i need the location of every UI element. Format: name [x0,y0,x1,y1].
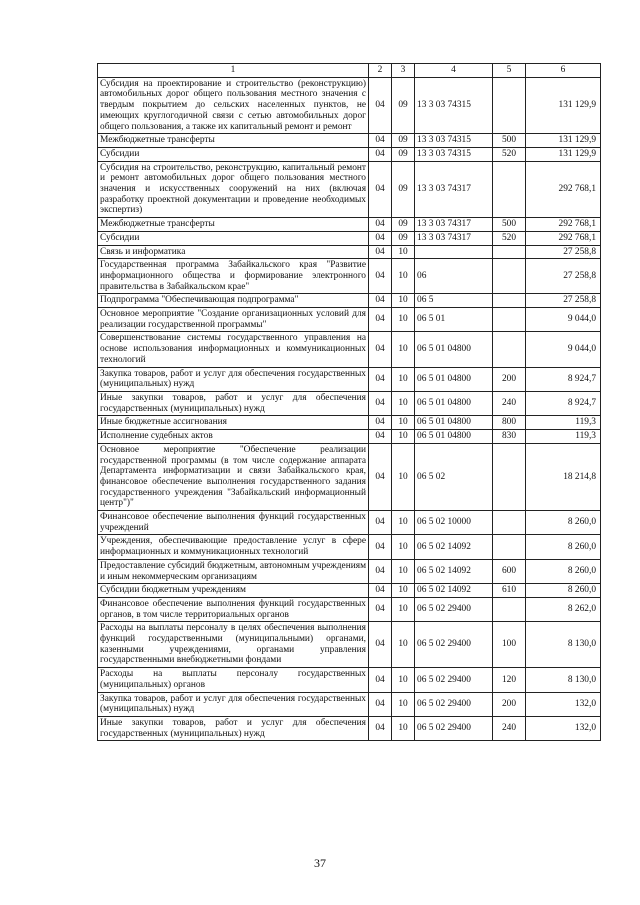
row-section-cell: 04 [369,308,392,332]
table-row [98,559,601,583]
row-expense-type-cell [493,259,526,294]
row-target-article-cell: 06 5 02 29400 [415,668,493,692]
row-amount-cell: 8 260,0 [526,584,601,598]
row-expense-type-cell: 240 [493,716,526,740]
column-number-4: 4 [415,64,493,78]
row-amount-cell: 27 258,8 [526,294,601,308]
row-target-article-cell: 13 3 03 74315 [415,77,493,134]
row-subsection-cell: 09 [392,77,415,134]
table-row [98,430,601,444]
row-amount-cell: 292 768,1 [526,161,601,218]
row-target-article-cell: 13 3 03 74317 [415,218,493,232]
row-amount-cell: 8 262,0 [526,597,601,621]
row-subsection-cell: 10 [392,367,415,391]
row-name-cell: Подпрограмма "Обеспечивающая подпрограмма" [98,294,369,308]
row-subsection-cell: 10 [392,511,415,535]
row-subsection-cell: 09 [392,231,415,245]
row-subsection-cell: 10 [392,597,415,621]
row-name-cell: Основное мероприятие "Создание организационных условий для реализации государственной программы" [98,308,369,332]
row-section-cell: 04 [369,218,392,232]
row-amount-cell: 8 130,0 [526,622,601,668]
row-name-cell: Расходы на выплаты персоналу государственных (муниципальных) органов [98,668,369,692]
column-number-header-row [98,64,601,78]
row-section-cell: 04 [369,668,392,692]
row-subsection-cell: 10 [392,416,415,430]
row-subsection-cell: 10 [392,391,415,415]
table-row [98,147,601,161]
row-target-article-cell: 06 5 01 04800 [415,430,493,444]
table-row [98,535,601,559]
column-number-6: 6 [526,64,601,78]
row-name-cell: Субсидия на проектирование и строительство (реконструкцию) автомобильных дорог общего пользования местного значения с твердым покрытием до сельских населенных пунктов, не имеющих круглогодичной связи с сетью автомобильных дорог общего пользования, а также их капитальный ремонт и ремонт [98,77,369,134]
row-expense-type-cell: 200 [493,367,526,391]
row-name-cell: Государственная программа Забайкальского края "Развитие информационного общества и формирование электронного правительства в Забайкальском крае" [98,259,369,294]
table-row [98,259,601,294]
row-target-article-cell: 06 5 01 04800 [415,416,493,430]
row-expense-type-cell: 830 [493,430,526,444]
row-expense-type-cell [493,597,526,621]
row-expense-type-cell [493,308,526,332]
row-expense-type-cell: 520 [493,231,526,245]
row-subsection-cell: 09 [392,134,415,148]
row-target-article-cell: 06 5 02 29400 [415,622,493,668]
page-number: 37 [314,856,326,870]
row-expense-type-cell [493,294,526,308]
row-name-cell: Иные закупки товаров, работ и услуг для обеспечения государственных (муниципальных) нужд [98,391,369,415]
row-section-cell: 04 [369,511,392,535]
row-target-article-cell: 13 3 03 74317 [415,231,493,245]
row-expense-type-cell: 240 [493,391,526,415]
table-row [98,391,601,415]
row-name-cell: Расходы на выплаты персоналу в целях обеспечения выполнения функций государственными (муниципальными) органами, казенными учреждениями, органами управления государственными внебюджетными фондами [98,622,369,668]
table-row [98,294,601,308]
row-section-cell: 04 [369,716,392,740]
row-name-cell: Совершенствование системы государственного управления на основе использования информационных и коммуникационных технологий [98,332,369,367]
row-target-article-cell: 06 5 02 14092 [415,584,493,598]
row-expense-type-cell: 600 [493,559,526,583]
table-row [98,716,601,740]
row-name-cell: Субсидия на строительство, реконструкцию, капитальный ремонт и ремонт автомобильных дорог общего пользования местного значения и искусственных сооружений на них (включая разработку проектной документации и проведение необходимых экспертиз) [98,161,369,218]
row-target-article-cell: 06 5 01 04800 [415,391,493,415]
row-name-cell: Субсидии [98,147,369,161]
row-target-article-cell: 06 5 01 [415,308,493,332]
table-row [98,443,601,510]
row-amount-cell: 292 768,1 [526,218,601,232]
row-amount-cell: 27 258,8 [526,259,601,294]
row-target-article-cell: 06 5 02 10000 [415,511,493,535]
column-number-1: 1 [98,64,369,78]
row-amount-cell: 18 214,8 [526,443,601,510]
row-amount-cell: 119,3 [526,430,601,444]
row-expense-type-cell: 500 [493,134,526,148]
row-section-cell: 04 [369,294,392,308]
row-amount-cell: 292 768,1 [526,231,601,245]
row-name-cell: Иные закупки товаров, работ и услуг для обеспечения государственных (муниципальных) нужд [98,716,369,740]
row-subsection-cell: 10 [392,668,415,692]
table-row [98,367,601,391]
table-row [98,692,601,716]
row-expense-type-cell [493,443,526,510]
column-number-3: 3 [392,64,415,78]
row-name-cell: Исполнение судебных актов [98,430,369,444]
row-name-cell: Закупка товаров, работ и услуг для обеспечения государственных (муниципальных) нужд [98,692,369,716]
row-subsection-cell: 10 [392,443,415,510]
row-subsection-cell: 10 [392,259,415,294]
table-row [98,231,601,245]
row-amount-cell: 8 260,0 [526,535,601,559]
row-amount-cell: 8 924,7 [526,391,601,415]
row-subsection-cell: 10 [392,559,415,583]
row-amount-cell: 9 044,0 [526,332,601,367]
row-expense-type-cell: 520 [493,147,526,161]
row-amount-cell: 131 129,9 [526,77,601,134]
row-name-cell: Межбюджетные трансферты [98,218,369,232]
row-target-article-cell: 06 5 01 04800 [415,367,493,391]
row-expense-type-cell [493,77,526,134]
row-name-cell: Субсидии бюджетным учреждениям [98,584,369,598]
row-name-cell: Закупка товаров, работ и услуг для обеспечения государственных (муниципальных) нужд [98,367,369,391]
row-target-article-cell [415,245,493,259]
row-subsection-cell: 09 [392,218,415,232]
row-section-cell: 04 [369,367,392,391]
row-subsection-cell: 10 [392,584,415,598]
row-section-cell: 04 [369,443,392,510]
row-subsection-cell: 09 [392,161,415,218]
table-row [98,161,601,218]
row-section-cell: 04 [369,161,392,218]
row-name-cell: Предоставление субсидий бюджетным, автономным учреждениям и иным некоммерческим организациям [98,559,369,583]
row-amount-cell: 8 924,7 [526,367,601,391]
row-expense-type-cell [493,245,526,259]
row-target-article-cell: 13 3 03 74315 [415,147,493,161]
column-number-2: 2 [369,64,392,78]
row-name-cell: Связь и информатика [98,245,369,259]
table-row [98,668,601,692]
row-name-cell: Межбюджетные трансферты [98,134,369,148]
budget-table [97,63,601,741]
row-name-cell: Учреждения, обеспечивающие предоставление услуг в сфере информационных и коммуникационных технологий [98,535,369,559]
table-row [98,332,601,367]
row-expense-type-cell [493,332,526,367]
row-section-cell: 04 [369,597,392,621]
row-section-cell: 04 [369,584,392,598]
row-target-article-cell: 06 5 02 14092 [415,535,493,559]
table-row [98,416,601,430]
row-section-cell: 04 [369,77,392,134]
row-target-article-cell: 06 5 02 29400 [415,597,493,621]
row-section-cell: 04 [369,134,392,148]
row-target-article-cell: 13 3 03 74317 [415,161,493,218]
table-row [98,134,601,148]
row-section-cell: 04 [369,332,392,367]
table-body [98,64,601,741]
row-section-cell: 04 [369,559,392,583]
row-subsection-cell: 10 [392,716,415,740]
row-expense-type-cell: 100 [493,622,526,668]
table-row [98,218,601,232]
row-amount-cell: 9 044,0 [526,308,601,332]
row-name-cell: Финансовое обеспечение выполнения функций государственных учреждений [98,511,369,535]
row-target-article-cell: 06 5 02 14092 [415,559,493,583]
row-target-article-cell: 06 5 02 [415,443,493,510]
row-subsection-cell: 10 [392,294,415,308]
table-row [98,77,601,134]
row-subsection-cell: 10 [392,308,415,332]
row-subsection-cell: 10 [392,535,415,559]
row-expense-type-cell: 610 [493,584,526,598]
row-expense-type-cell: 500 [493,218,526,232]
row-name-cell: Финансовое обеспечение выполнения функций государственных органов, в том числе территориальных органов [98,597,369,621]
row-subsection-cell: 10 [392,332,415,367]
row-section-cell: 04 [369,692,392,716]
row-amount-cell: 131 129,9 [526,134,601,148]
row-section-cell: 04 [369,147,392,161]
row-section-cell: 04 [369,535,392,559]
row-name-cell: Иные бюджетные ассигнования [98,416,369,430]
row-subsection-cell: 10 [392,622,415,668]
row-target-article-cell: 06 5 02 29400 [415,692,493,716]
row-amount-cell: 27 258,8 [526,245,601,259]
row-amount-cell: 8 130,0 [526,668,601,692]
row-target-article-cell: 06 5 [415,294,493,308]
row-expense-type-cell: 200 [493,692,526,716]
row-expense-type-cell [493,161,526,218]
row-target-article-cell: 06 5 01 04800 [415,332,493,367]
row-section-cell: 04 [369,259,392,294]
column-number-5: 5 [493,64,526,78]
table-row [98,597,601,621]
table-row [98,584,601,598]
row-name-cell: Основное мероприятие "Обеспечение реализации государственной программы (в том числе содержание аппарата Департамента информатизации и связи Забайкальского края, финансовое обеспечение выполнения государственного задания государственного учреждения "Забайкальский информационный центр")" [98,443,369,510]
table-row [98,622,601,668]
row-expense-type-cell: 120 [493,668,526,692]
row-amount-cell: 119,3 [526,416,601,430]
row-section-cell: 04 [369,416,392,430]
row-amount-cell: 8 260,0 [526,511,601,535]
row-amount-cell: 8 260,0 [526,559,601,583]
row-expense-type-cell [493,511,526,535]
table-row [98,308,601,332]
row-name-cell: Субсидии [98,231,369,245]
row-subsection-cell: 10 [392,692,415,716]
row-target-article-cell: 06 5 02 29400 [415,716,493,740]
table-row [98,511,601,535]
row-amount-cell: 131 129,9 [526,147,601,161]
row-section-cell: 04 [369,391,392,415]
row-subsection-cell: 10 [392,245,415,259]
row-section-cell: 04 [369,622,392,668]
table-row [98,245,601,259]
row-amount-cell: 132,0 [526,692,601,716]
row-subsection-cell: 10 [392,430,415,444]
row-amount-cell: 132,0 [526,716,601,740]
row-section-cell: 04 [369,231,392,245]
row-expense-type-cell: 800 [493,416,526,430]
row-subsection-cell: 09 [392,147,415,161]
row-expense-type-cell [493,535,526,559]
row-section-cell: 04 [369,245,392,259]
row-target-article-cell: 13 3 03 74315 [415,134,493,148]
row-target-article-cell: 06 [415,259,493,294]
row-section-cell: 04 [369,430,392,444]
